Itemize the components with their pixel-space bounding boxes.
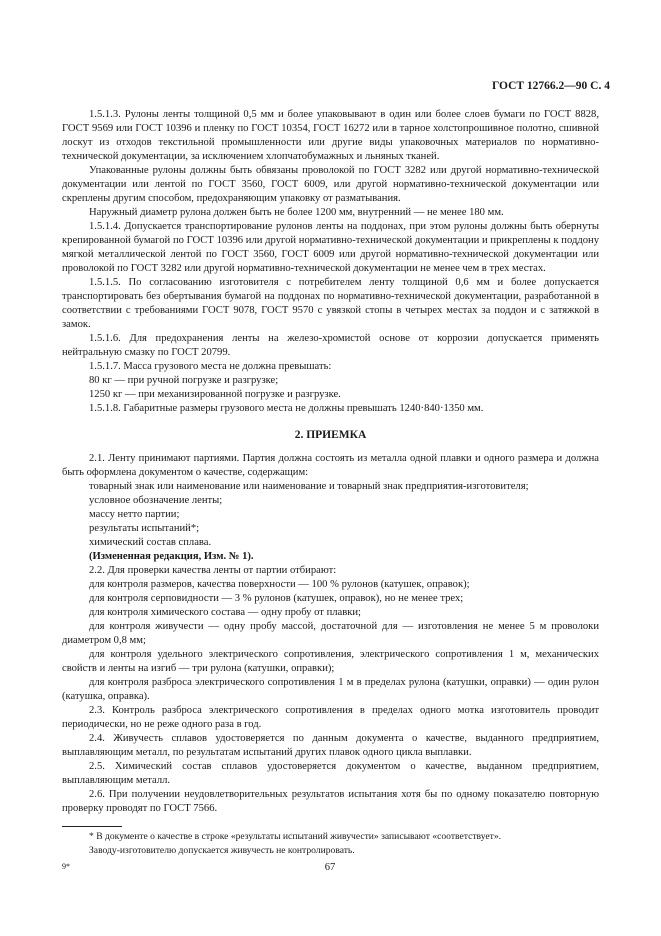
paragraph-packing-tie: Упакованные рулоны должны быть обвязаны проволокой по ГОСТ 3282 или другой нормативно-технической документации или лентой по ГОСТ 3560, ГОСТ 6009, или другой нормативно-технической документации или скреплены другим способом, предохраняющим упаковку от разматывания. <box>62 165 599 204</box>
paragraph-2-5: 2.5. Химический состав сплавов удостоверяется документом о качестве, выданном предприятием, выплавляющим металл. <box>62 761 599 786</box>
list-item-manual-load: 80 кг — при ручной погрузке и разгрузке; <box>89 375 279 386</box>
footnote-2: Заводу-изготовителю допускается живучесть не контролировать. <box>89 845 355 856</box>
list-item-trademark: товарный знак или наименование или наименование и товарный знак предприятия-изготовителя; <box>89 481 529 492</box>
list-item-test-results: результаты испытаний*; <box>89 523 200 534</box>
paragraph-roll-diameter: Наружный диаметр рулона должен быть не более 1200 мм, внутренний — не менее 180 мм. <box>89 207 504 218</box>
list-item-vitality-control: для контроля живучести — одну пробу массой, достаточной для — изготовления не менее 5 м проволоки диаметром 0,8 мм; <box>62 621 599 646</box>
paragraph-1-5-1-5: 1.5.1.5. По согласованию изготовителя с потребителем ленту толщиной 0,6 мм и более допускается транспортировать без обертывания бумагой на поддонах по нормативно-технической документации, разработанной в соответствии с требованиями ГОСТ 9078, ГОСТ 9570 с увязкой стопы в четырех местах за поддон и с затяжкой в замок. <box>62 277 599 330</box>
list-item-resistance-spread-control: для контроля разброса электрического сопротивления 1 м в пределах рулона (катушки, оправки) — один рулон (катушка, оправка). <box>62 677 599 702</box>
paragraph-2-2: 2.2. Для проверки качества ленты от партии отбирают: <box>89 565 337 576</box>
list-item-chemical-composition: химический состав сплава. <box>89 537 212 548</box>
section-title-acceptance: 2. ПРИЕМКА <box>294 429 367 441</box>
amendment-note: (Измененная редакция, Изм. № 1). <box>89 551 254 562</box>
paragraph-1-5-1-7: 1.5.1.7. Масса грузового места не должна превышать: <box>89 361 332 372</box>
page-header: ГОСТ 12766.2—90 С. 4 <box>491 80 610 92</box>
paragraph-1-5-1-8: 1.5.1.8. Габаритные размеры грузового места не должны превышать 1240·840·1350 мм. <box>89 403 484 414</box>
list-item-size-control: для контроля размеров, качества поверхности — 100 % рулонов (катушек, оправок); <box>89 579 470 590</box>
paragraph-2-6: 2.6. При получении неудовлетворительных результатов испытания хотя бы по одному показателю повторную проверку проводят по ГОСТ 7566. <box>62 789 599 814</box>
paragraph-1-5-1-3: 1.5.1.3. Рулоны ленты толщиной 0,5 мм и более упаковывают в один или более слоев бумаги по ГОСТ 8828, ГОСТ 9569 или ГОСТ 10396 и пленку по ГОСТ 10354, ГОСТ 16272 или в тарное холстопрошивное полотно, сшивной лоскут из отходов текстильной промышленности или другие виды упаковочных материалов по нормативно-технической документации, за исключением хлопчатобумажных и льняных тканей. <box>62 109 599 162</box>
paragraph-2-1: 2.1. Ленту принимают партиями. Партия должна состоять из металла одной плавки и одного размера и должна быть оформлена документом о качестве, содержащим: <box>62 453 599 478</box>
sheet-mark: 9* <box>62 862 70 871</box>
list-item-resistivity-control: для контроля удельного электрического сопротивления, электрического сопротивления 1 м, механических свойств и ленты на изгиб — три рулона (катушки, оправки); <box>62 649 599 674</box>
footnote-divider <box>62 826 122 827</box>
list-item-chem-control: для контроля химического состава — одну пробу от плавки; <box>89 607 361 618</box>
paragraph-2-3: 2.3. Контроль разброса электрического сопротивления в пределах одного мотка изготовитель проводит периодически, но не реже одного раза в год. <box>62 705 599 730</box>
page-number: 67 <box>324 862 336 873</box>
document-body <box>62 108 599 816</box>
paragraph-1-5-1-6: 1.5.1.6. Для предохранения ленты на железо-хромистой основе от коррозии допускается применять нейтральную смазку по ГОСТ 20799. <box>62 333 599 358</box>
paragraph-1-5-1-4: 1.5.1.4. Допускается транспортирование рулонов ленты на поддонах, при этом рулоны должны быть обернуты крепированной бумагой по ГОСТ 10396 или другой нормативно-технической документации и прикреплены к поддону мягкой металлической лентой по ГОСТ 3560, ГОСТ 6009 или другой нормативно-технической документации или проволокой по ГОСТ 3282 или другой нормативно-технической документации не менее чем в трех местах. <box>62 221 599 274</box>
list-item-camber-control: для контроля серповидности — 3 % рулонов (катушек, оправок), но не менее трех; <box>89 593 464 604</box>
list-item-designation: условное обозначение ленты; <box>89 495 223 506</box>
footnote-1: * В документе о качестве в строке «результаты испытаний живучести» записывают «соответствует». <box>89 831 502 842</box>
footnotes <box>62 830 599 858</box>
list-item-net-mass: массу нетто партии; <box>89 509 180 520</box>
paragraph-2-4: 2.4. Живучесть сплавов удостоверяется по данным документа о качестве, выданного предприятием, выплавляющим металл, по результатам испытаний других плавок одного цикла выплавки. <box>62 733 599 758</box>
list-item-mechanized-load: 1250 кг — при механизированной погрузке и разгрузке. <box>89 389 341 400</box>
